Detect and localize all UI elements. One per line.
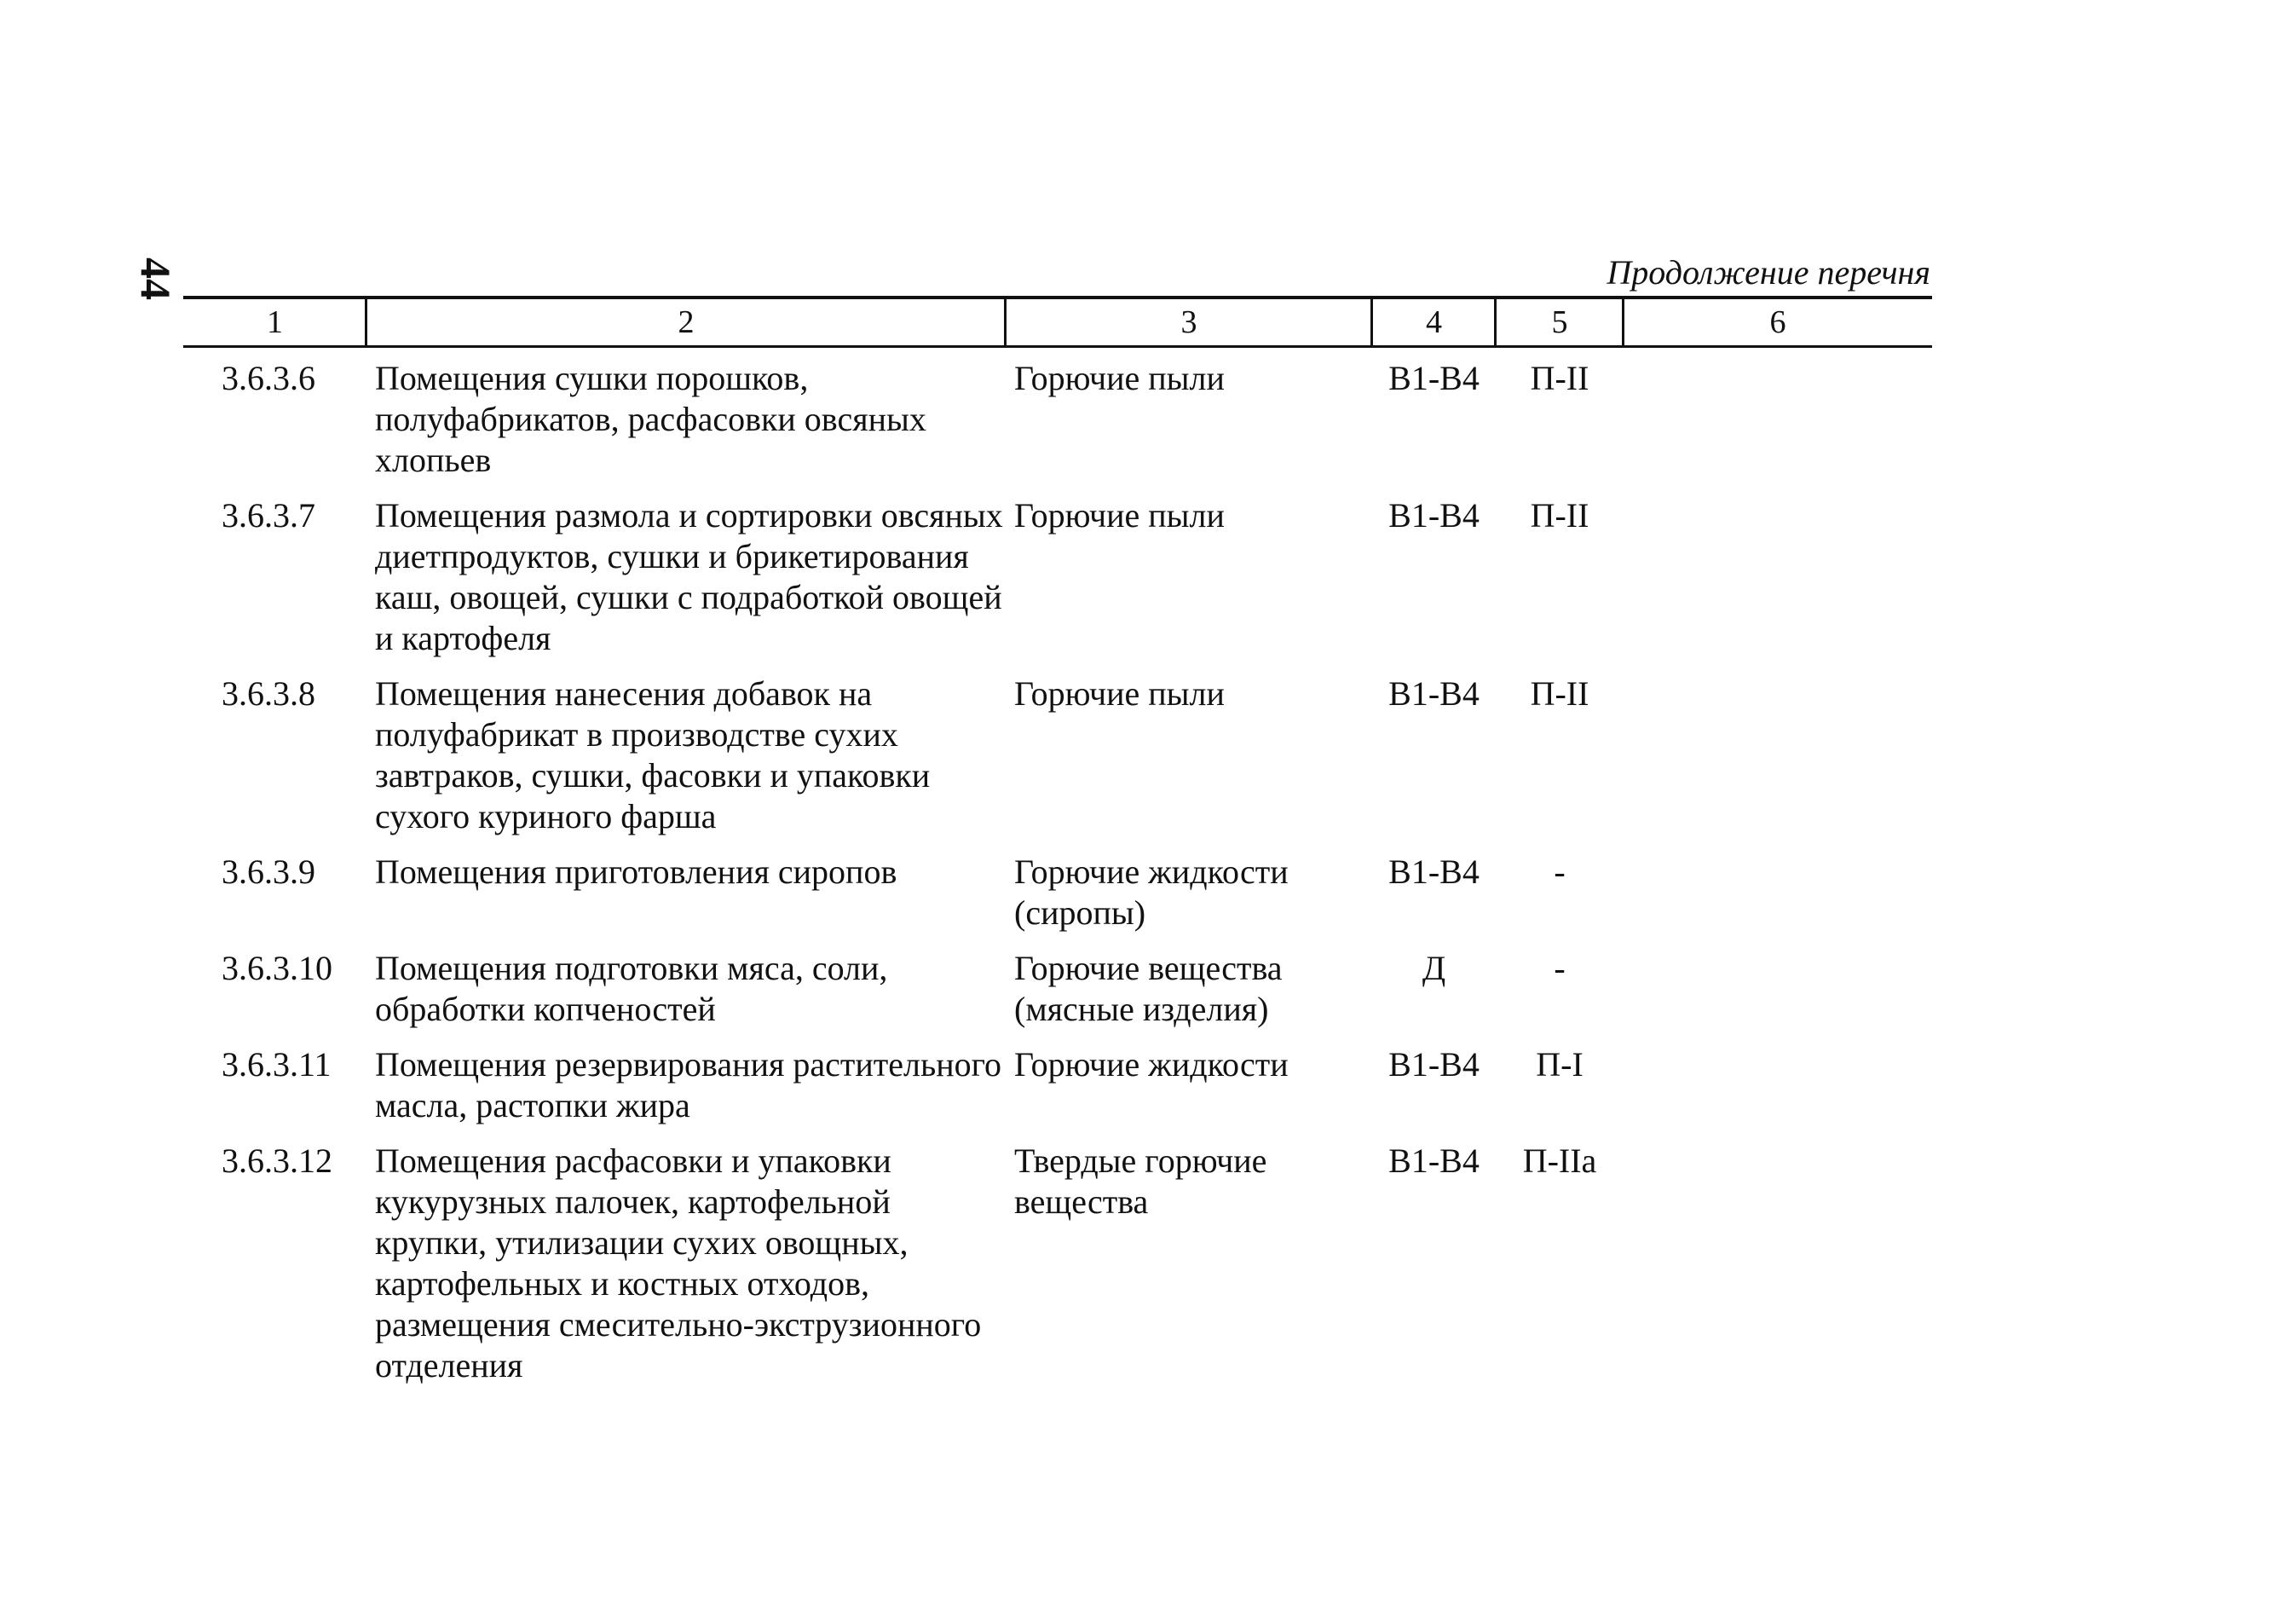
row-substances: Твердые горючие вещества: [1014, 1142, 1267, 1221]
column-header-5: 5: [1551, 304, 1568, 340]
row-category: В1-В4: [1388, 853, 1480, 891]
page-number: 44: [132, 257, 180, 300]
row-note: [1624, 1044, 1932, 1126]
row-premises: Помещения расфасовки и упаковки кукурузных палочек, картофельной крупки, утилизации сухих овощных, картофельных и костных отходов, размещения смесительно-экструзионного отделения: [375, 1142, 982, 1384]
row-category: В1-В4: [1388, 1142, 1480, 1180]
row-category: Д: [1422, 949, 1446, 987]
row-premises: Помещения размола и сортировки овсяных диетпродуктов, сушки и брикетирования каш, овощей, сушки с подработкой овощей и картофеля: [375, 496, 1003, 657]
row-premises: Помещения нанесения добавок на полуфабрикат в производстве сухих завтраков, сушки, фасовки и упаковки сухого куриного фарша: [375, 674, 931, 835]
row-note: [1624, 852, 1932, 933]
row-code: 3.6.3.6: [222, 359, 315, 397]
row-category: В1-В4: [1388, 496, 1480, 535]
row-note: [1624, 948, 1932, 1030]
row-note: [1624, 495, 1932, 659]
table-row: [183, 1141, 1932, 1386]
row-substances: Горючие вещества (мясные изделия): [1014, 949, 1283, 1028]
table-row: [183, 852, 1932, 933]
column-header-6: 6: [1769, 304, 1786, 340]
table-row: [183, 948, 1932, 1030]
row-code: 3.6.3.7: [222, 496, 315, 535]
table-body: [183, 341, 1932, 1386]
row-substances: Горючие жидкости (сиропы): [1014, 853, 1289, 932]
row-zone-class: -: [1554, 853, 1566, 891]
row-code: 3.6.3.11: [222, 1045, 332, 1084]
row-note: [1624, 1141, 1932, 1386]
continuation-label: Продолжение перечня: [1607, 253, 1930, 292]
row-category: В1-В4: [1388, 359, 1480, 397]
row-code: 3.6.3.12: [222, 1142, 332, 1180]
row-substances: Горючие пыли: [1014, 496, 1225, 535]
row-code: 3.6.3.8: [222, 674, 315, 713]
row-category: В1-В4: [1388, 674, 1480, 713]
row-zone-class: П-II: [1530, 359, 1589, 397]
row-premises: Помещения резервирования растительного масла, растопки жира: [375, 1045, 1002, 1124]
row-premises: Помещения приготовления сиропов: [375, 853, 897, 891]
table-row: [183, 673, 1932, 837]
column-header-3: 3: [1180, 304, 1197, 340]
table-row: [183, 1044, 1932, 1126]
row-note: [1624, 358, 1932, 481]
row-code: 3.6.3.10: [222, 949, 332, 987]
row-code: 3.6.3.9: [222, 853, 315, 891]
row-premises: Помещения подготовки мяса, соли, обработки копченостей: [375, 949, 888, 1028]
row-zone-class: -: [1554, 949, 1566, 987]
row-zone-class: П-IIa: [1522, 1142, 1597, 1180]
row-zone-class: П-I: [1536, 1045, 1584, 1084]
row-substances: Горючие пыли: [1014, 359, 1225, 397]
column-header-4: 4: [1426, 304, 1442, 340]
row-zone-class: П-II: [1530, 674, 1589, 713]
row-note: [1624, 673, 1932, 837]
row-substances: Горючие пыли: [1014, 674, 1225, 713]
table-row: [183, 358, 1932, 481]
table-top-rule: [183, 296, 1932, 299]
row-category: В1-В4: [1388, 1045, 1480, 1084]
row-premises: Помещения сушки порошков, полуфабрикатов, расфасовки овсяных хлопьев: [375, 359, 926, 479]
row-zone-class: П-II: [1530, 496, 1589, 535]
row-substances: Горючие жидкости: [1014, 1045, 1289, 1084]
column-header-2: 2: [678, 304, 695, 340]
column-header-1: 1: [267, 304, 283, 340]
table-row: [183, 495, 1932, 659]
